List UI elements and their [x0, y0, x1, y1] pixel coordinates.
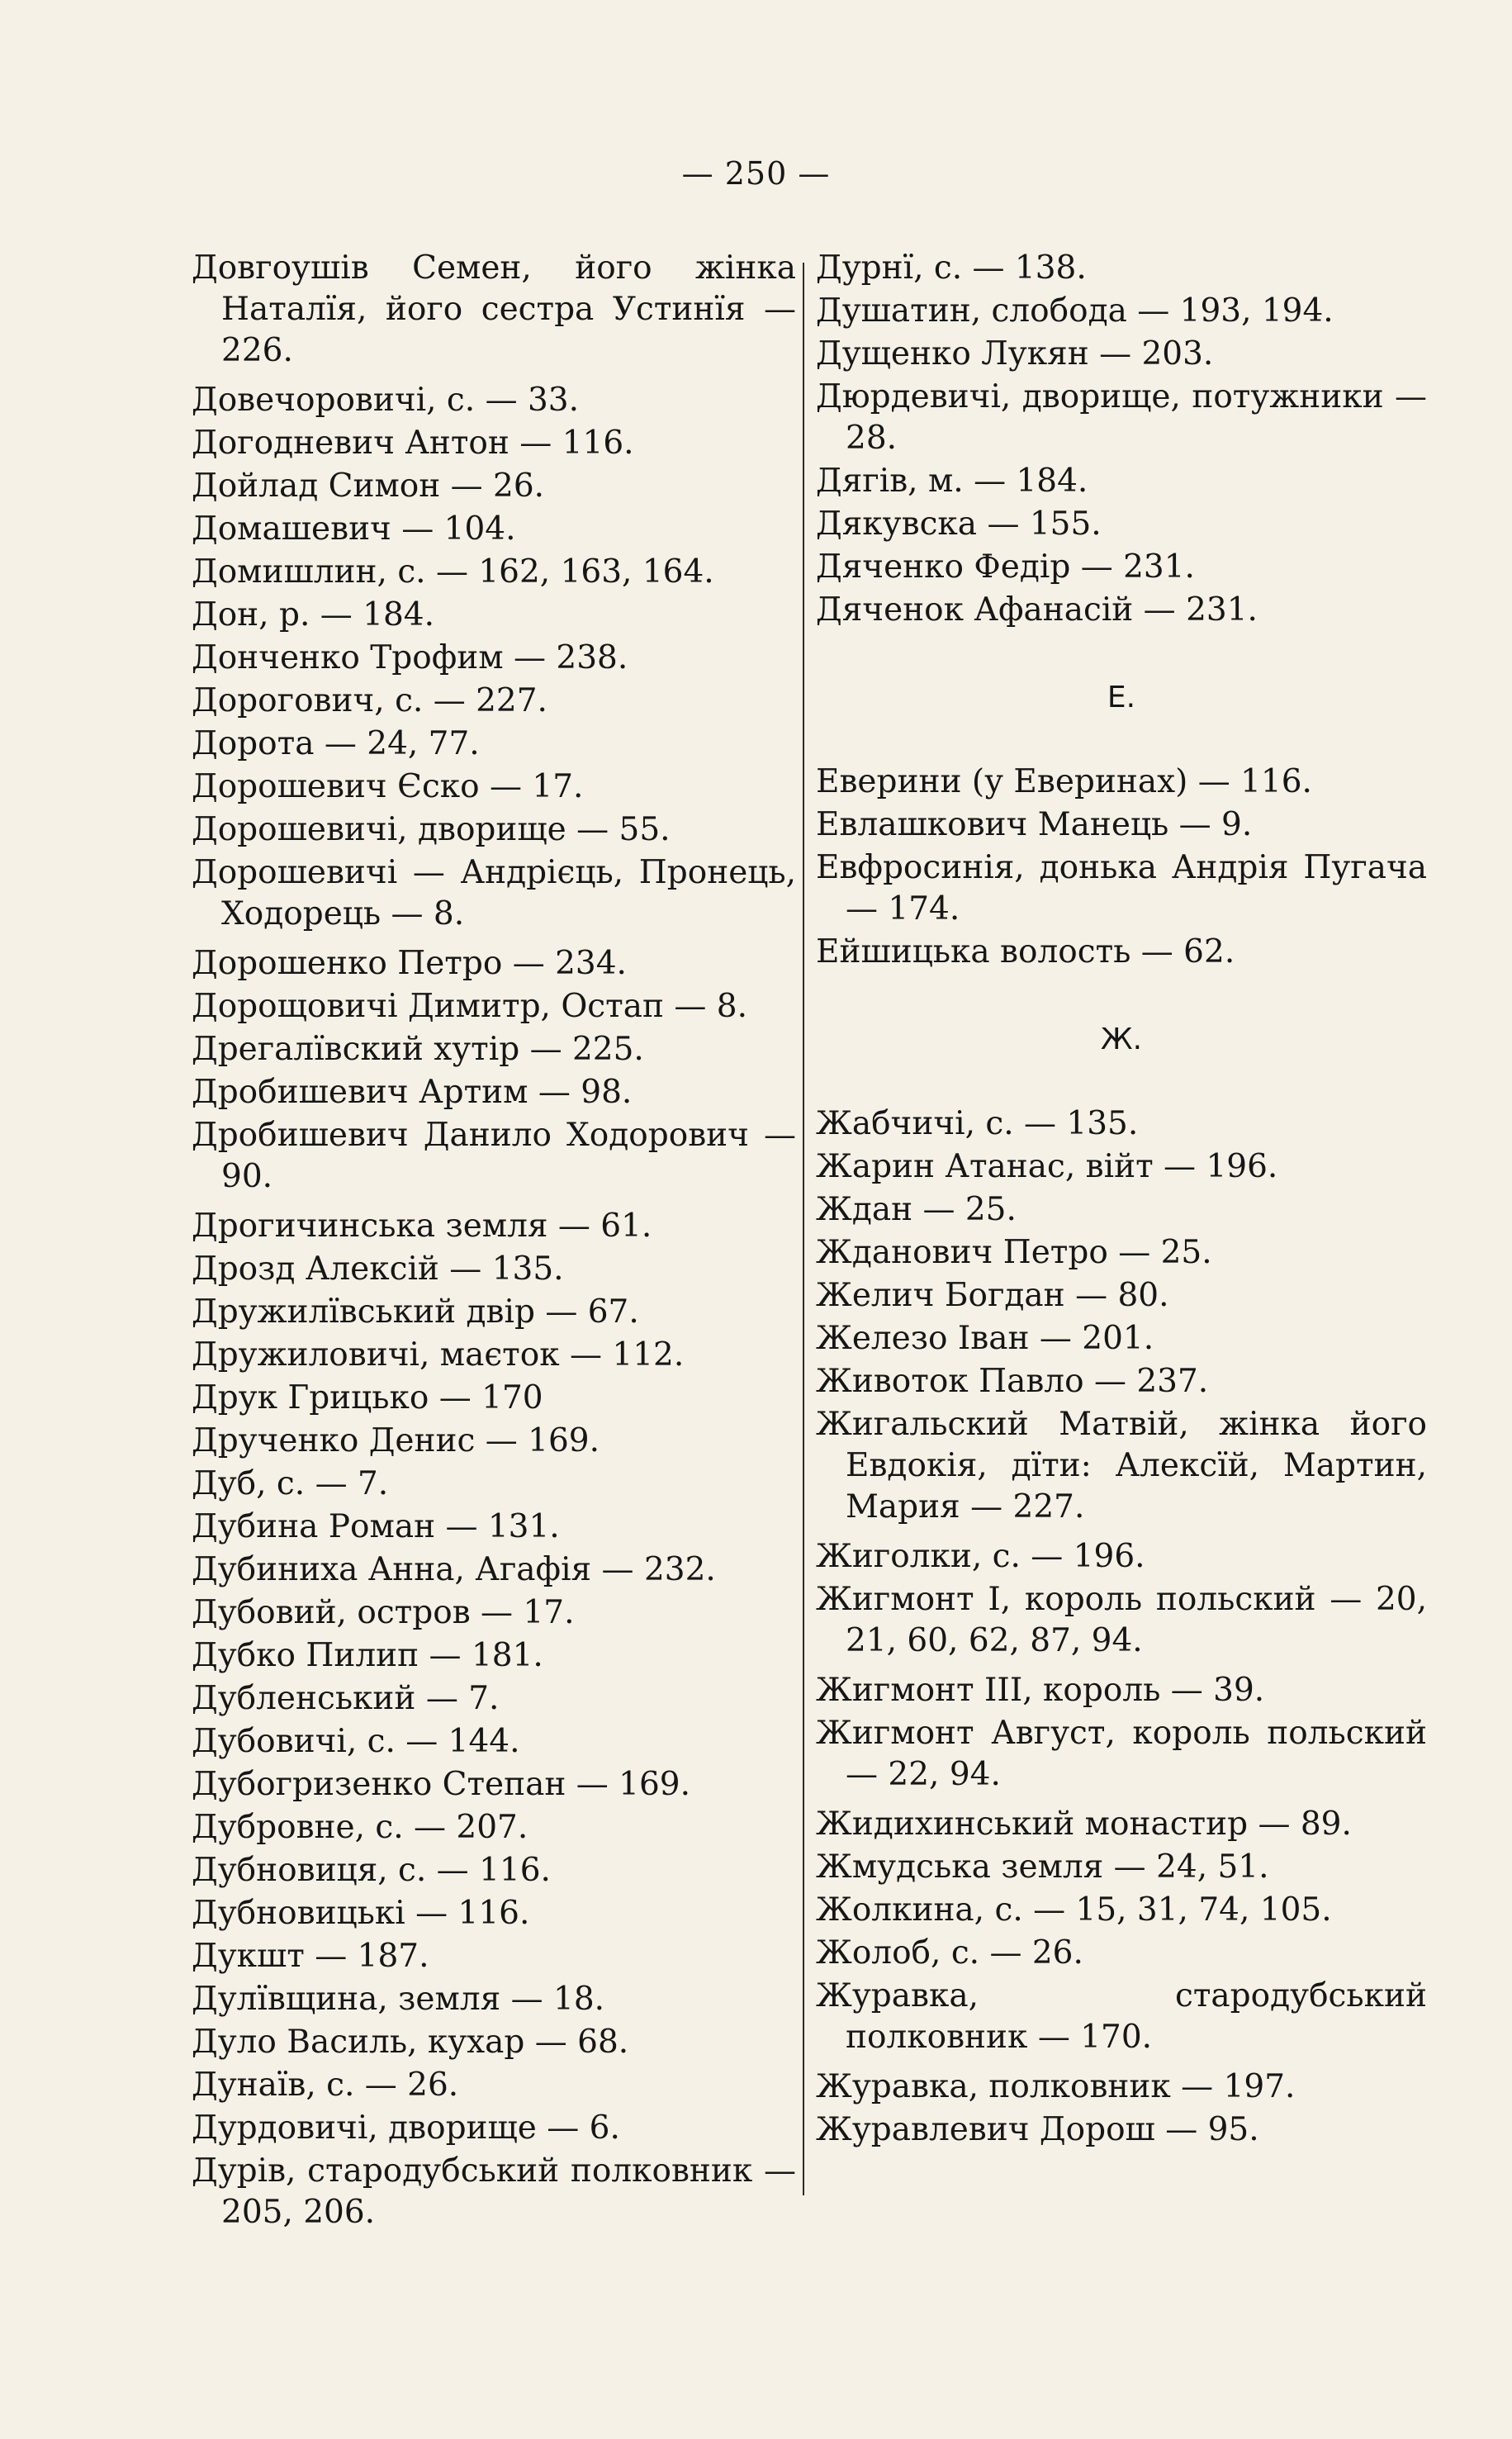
index-entry: Ейшицька волость — 62.: [816, 933, 1235, 970]
section-heading-zh: Ж.: [1100, 1023, 1143, 1056]
index-entry: Дорогович, с. — 227.: [192, 682, 547, 719]
index-entry: Дубиниха Анна, Агафія — 232.: [192, 1551, 716, 1588]
index-entry: Друк Грицько — 170: [192, 1379, 543, 1416]
index-entry: Ждан — 25.: [816, 1191, 1017, 1228]
index-entry: Дубновиця, с. — 116.: [192, 1852, 551, 1889]
index-entry: Журавлевич Дорош — 95.: [816, 2111, 1259, 2148]
index-entry: Дубовий, остров — 17.: [192, 1594, 575, 1631]
index-entry: Желич Богдан — 80.: [816, 1277, 1169, 1314]
index-entry: Дулївщина, земля — 18.: [192, 1981, 605, 2018]
index-entry: Жигмонт I, король польский — 20, 21, 60, 62, 87, 94.: [816, 1581, 1427, 1659]
index-entry: Дрогичинська земля — 61.: [192, 1208, 652, 1245]
index-entry: Довечоровичі, с. — 33.: [192, 382, 579, 419]
index-entry: Дубко Пилип — 181.: [192, 1637, 543, 1674]
index-entry: Дон, р. — 184.: [192, 596, 434, 633]
index-entry: Жолкина, с. — 15, 31, 74, 105.: [816, 1891, 1332, 1929]
index-entry: Дойлад Симон — 26.: [192, 467, 545, 505]
index-entry: Жолоб, с. — 26.: [816, 1934, 1083, 1972]
index-entry: Довгоушів Семен, його жінка Наталїя, його сестра Устинїя — 226.: [192, 249, 796, 369]
index-entry: Дуло Василь, кухар — 68.: [192, 2024, 629, 2061]
index-entry: Жидихинський монастир — 89.: [816, 1806, 1352, 1843]
index-entry: Жиголки, с. — 196.: [816, 1538, 1145, 1575]
index-entry: Друченко Денис — 169.: [192, 1422, 600, 1459]
index-entry: Дорошевич Єско — 17.: [192, 768, 584, 805]
index-entry: Дягів, м. — 184.: [816, 463, 1088, 500]
index-entry: Дорошевичі — Андрієць, Пронець, Ходорець — 8.: [192, 854, 796, 932]
index-entry: Дробишевич Артим — 98.: [192, 1074, 633, 1111]
index-entry: Донченко Трофим — 238.: [192, 639, 628, 676]
index-entry: Дубровне, с. — 207.: [192, 1809, 528, 1846]
index-entry: Животок Павло — 237.: [816, 1363, 1209, 1400]
index-entry: Дяченко Федір — 231.: [816, 548, 1195, 586]
right-column: [816, 248, 1427, 2152]
index-entry: Дякувска — 155.: [816, 505, 1102, 543]
index-entry: Домашевич — 104.: [192, 510, 516, 548]
index-entry: Домишлин, с. — 162, 163, 164.: [192, 553, 714, 591]
index-entry: Догодневич Антон — 116.: [192, 425, 634, 462]
index-entry: Жигальский Матвій, жінка його Евдокія, дїти: Алексїй, Мартин, Мария — 227.: [816, 1406, 1427, 1526]
index-entry: Дущенко Лукян — 203.: [816, 335, 1214, 372]
index-entry: Жданович Петро — 25.: [816, 1234, 1212, 1271]
index-entry: Дубовичі, с. — 144.: [192, 1723, 520, 1760]
index-entry: Дрегалївский хутір — 225.: [192, 1031, 644, 1068]
index-entry: Железо Іван — 201.: [816, 1320, 1154, 1357]
index-entry: Дюрдевичі, дворище, потужники — 28.: [816, 378, 1427, 457]
index-entry: Дурдовичі, дворище — 6.: [192, 2109, 620, 2147]
index-entry: Дуб, с. — 7.: [192, 1465, 389, 1502]
index-entry: Дорошевичі, дворище — 55.: [192, 811, 671, 848]
column-divider: [803, 263, 804, 2195]
index-entry: Дружилївський двір — 67.: [192, 1293, 639, 1331]
index-entry: Дробишевич Данило Ходорович — 90.: [192, 1117, 796, 1195]
index-entry: Дубновицькі — 116.: [192, 1895, 530, 1932]
index-entry: Жарин Атанас, війт — 196.: [816, 1148, 1278, 1185]
index-entry: Еверини (у Евеpинах) — 116.: [816, 763, 1312, 800]
index-entry: Евфросинія, донька Андрія Пугача — 174.: [816, 849, 1427, 928]
index-entry: Дубленський — 7.: [192, 1680, 500, 1717]
index-entry: Дубина Роман — 131.: [192, 1508, 560, 1545]
index-entry: Евлашкович Манець — 9.: [816, 806, 1253, 843]
index-entry: Дурів, стародубський полковник — 205, 206.: [192, 2152, 796, 2231]
index-entry: Жмудська земля — 24, 51.: [816, 1848, 1269, 1886]
index-entry: Дружиловичі, маєток — 112.: [192, 1336, 685, 1374]
index-entry: Дурнї, с. — 138.: [816, 249, 1087, 287]
index-entry: Дунаїв, с. — 26.: [192, 2067, 459, 2104]
index-entry: Журавка, полковник — 197.: [816, 2068, 1296, 2105]
index-entry: Жабчичі, с. — 135.: [816, 1105, 1139, 1142]
index-entry: Душатин, слобода — 193, 194.: [816, 292, 1334, 330]
section-heading-e: Е.: [1107, 681, 1136, 714]
index-entry: Дяченок Афанасій — 231.: [816, 591, 1258, 629]
index-entry: Жигмонт III, король — 39.: [816, 1672, 1265, 1709]
index-entry: Журавка, стародубський полковник — 170.: [816, 1977, 1427, 2056]
index-entry: Дукшт — 187.: [192, 1938, 429, 1975]
index-entry: Дубогризенко Степан — 169.: [192, 1766, 690, 1803]
left-column: [192, 248, 796, 2235]
index-entry: Дорощовичі Димитр, Остап — 8.: [192, 988, 747, 1025]
index-entry: Дорошенко Петро — 234.: [192, 945, 627, 982]
page-number: — 250 —: [681, 155, 831, 192]
index-entry: Дрозд Алексій — 135.: [192, 1250, 564, 1288]
index-entry: Жигмонт Август, король польский — 22, 94.: [816, 1715, 1427, 1793]
index-entry: Дорота — 24, 77.: [192, 725, 480, 762]
